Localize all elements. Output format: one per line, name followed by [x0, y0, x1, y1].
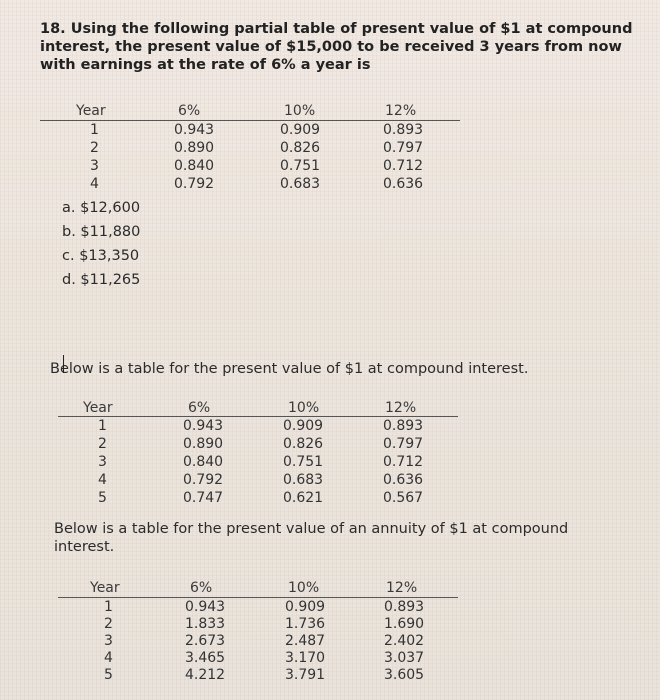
- t2-value: 0.751: [283, 454, 324, 470]
- t1-value: 0.683: [280, 176, 321, 192]
- t3-value: 1.736: [285, 616, 326, 632]
- t1-value: 0.712: [383, 158, 424, 174]
- t2-year: 3: [98, 454, 107, 470]
- text-cursor-icon: [63, 355, 70, 373]
- answer-b: b. $11,880: [62, 224, 141, 240]
- t3-value: 0.943: [185, 599, 226, 615]
- t2-value: 0.909: [283, 418, 324, 434]
- t1-value: 0.797: [383, 140, 424, 156]
- t1-value: 0.909: [280, 122, 321, 138]
- t2-value: 0.826: [283, 436, 324, 452]
- t3-year: 5: [104, 667, 113, 683]
- t2-value: 0.792: [183, 472, 224, 488]
- t1-year: 4: [90, 176, 99, 192]
- t3-year: 4: [104, 650, 113, 666]
- t1-header-rule: [40, 120, 460, 121]
- t2-year: 1: [98, 418, 107, 434]
- t3-year: 1: [104, 599, 113, 615]
- t2-value: 0.890: [183, 436, 224, 452]
- answer-a: a. $12,600: [62, 200, 141, 216]
- t3-value: 3.170: [285, 650, 326, 666]
- t1-value: 0.943: [174, 122, 215, 138]
- t3-value: 2.487: [285, 633, 326, 649]
- t1-value: 0.890: [174, 140, 215, 156]
- t3-header-12pct: 12%: [386, 580, 418, 596]
- t1-value: 0.893: [383, 122, 424, 138]
- t1-header-10pct: 10%: [284, 103, 316, 119]
- t2-year: 5: [98, 490, 107, 506]
- t1-value: 0.636: [383, 176, 424, 192]
- t2-value: 0.797: [383, 436, 424, 452]
- t2-value: 0.683: [283, 472, 324, 488]
- t1-year: 1: [90, 122, 99, 138]
- t2-value: 0.621: [283, 490, 324, 506]
- t1-value: 0.751: [280, 158, 321, 174]
- t3-value: 2.402: [384, 633, 425, 649]
- t1-year: 2: [90, 140, 99, 156]
- t3-header-rule: [58, 597, 458, 598]
- t3-header-year: Year: [90, 580, 120, 596]
- t1-year: 3: [90, 158, 99, 174]
- t1-header-12pct: 12%: [385, 103, 417, 119]
- t2-value: 0.893: [383, 418, 424, 434]
- answer-d: d. $11,265: [62, 272, 141, 288]
- t2-value: 0.840: [183, 454, 224, 470]
- t3-year: 2: [104, 616, 113, 632]
- t3-value: 0.893: [384, 599, 425, 615]
- answer-c: c. $13,350: [62, 248, 140, 264]
- t3-value: 3.605: [384, 667, 425, 683]
- t3-value: 3.465: [185, 650, 226, 666]
- t1-value: 0.840: [174, 158, 215, 174]
- t3-year: 3: [104, 633, 113, 649]
- question-text: 18. Using the following partial table of present value of $1 at compound interest, the present value of $15,000 to be received 3 years from now with earnings at the rate of 6% a year is: [40, 21, 633, 73]
- t3-value: 1.690: [384, 616, 425, 632]
- t3-value: 0.909: [285, 599, 326, 615]
- t1-header-6pct: 6%: [178, 103, 201, 119]
- t1-value: 0.826: [280, 140, 321, 156]
- t3-header-6pct: 6%: [190, 580, 213, 596]
- t2-value: 0.712: [383, 454, 424, 470]
- t1-value: 0.792: [174, 176, 215, 192]
- t2-year: 4: [98, 472, 107, 488]
- t2-value: 0.943: [183, 418, 224, 434]
- t2-value: 0.747: [183, 490, 224, 506]
- t3-value: 1.833: [185, 616, 226, 632]
- t2-value: 0.567: [383, 490, 424, 506]
- t2-header-10pct: 10%: [288, 400, 320, 416]
- t1-header-year: Year: [76, 103, 106, 119]
- pv-table-title: Below is a table for the present value of $1 at compound interest.: [50, 361, 529, 377]
- t2-header-6pct: 6%: [188, 400, 211, 416]
- t3-header-10pct: 10%: [288, 580, 320, 596]
- t3-value: 2.673: [185, 633, 226, 649]
- t2-header-rule: [58, 416, 458, 417]
- t2-year: 2: [98, 436, 107, 452]
- t2-value: 0.636: [383, 472, 424, 488]
- t3-value: 3.037: [384, 650, 425, 666]
- t3-value: 4.212: [185, 667, 226, 683]
- t2-header-12pct: 12%: [385, 400, 417, 416]
- t2-header-year: Year: [83, 400, 113, 416]
- annuity-table-title: Below is a table for the present value of an annuity of $1 at compound interest.: [54, 521, 569, 555]
- t3-value: 3.791: [285, 667, 326, 683]
